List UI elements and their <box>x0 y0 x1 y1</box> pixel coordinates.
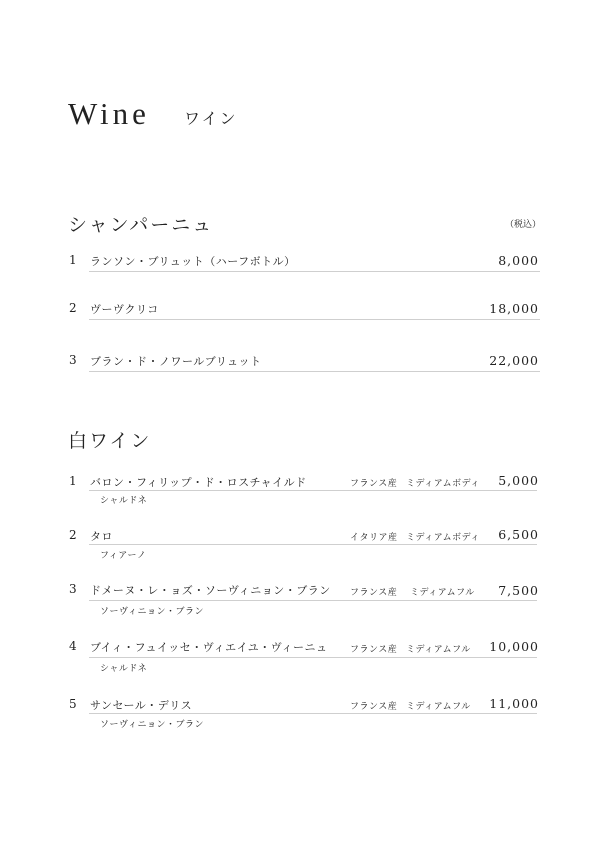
page-title-japanese: ワイン <box>184 109 238 128</box>
wine-body: ミディアムフル <box>410 588 475 598</box>
wine-price: 10,000 <box>489 639 539 654</box>
wine-price: 11,000 <box>489 696 539 711</box>
section-heading-white-wine: 白ワイン <box>68 430 152 452</box>
wine-price: 18,000 <box>489 301 539 316</box>
wine-origin: フランス産 <box>350 588 398 598</box>
grape-variety: シャルドネ <box>100 664 148 674</box>
row-divider <box>89 319 540 320</box>
wine-name: サンセール・デリス <box>90 699 193 712</box>
row-divider <box>89 371 540 372</box>
item-number: 4 <box>69 639 77 653</box>
item-number: 1 <box>69 474 77 488</box>
row-divider <box>89 271 540 272</box>
wine-body: ミディアムボディ <box>406 533 480 543</box>
wine-origin: フランス産 <box>350 645 398 655</box>
wine-origin: イタリア産 <box>350 533 398 543</box>
row-divider <box>89 490 537 491</box>
wine-body: ミディアムボディ <box>406 479 480 489</box>
wine-price: 8,000 <box>498 253 539 268</box>
item-number: 2 <box>69 301 77 315</box>
row-divider <box>89 657 537 658</box>
page-title: Wine <box>68 96 150 131</box>
item-number: 1 <box>69 253 77 267</box>
item-number: 3 <box>69 353 77 367</box>
grape-variety: ソーヴィニョン・ブラン <box>100 607 204 617</box>
row-divider <box>89 713 537 714</box>
wine-name: ヴーヴクリコ <box>90 303 159 316</box>
wine-name: ブラン・ド・ノワールブリュット <box>90 355 262 368</box>
grape-variety: フィアーノ <box>100 551 147 561</box>
item-number: 2 <box>69 528 77 542</box>
wine-name: バロン・フィリップ・ド・ロスチャイルド <box>90 476 307 489</box>
wine-name: ドメーヌ・レ・ョズ・ソーヴィニョン・ブラン <box>90 584 331 597</box>
wine-price: 6,500 <box>498 527 539 542</box>
grape-variety: ソーヴィニョン・ブラン <box>100 720 204 730</box>
wine-price: 5,000 <box>498 473 539 488</box>
grape-variety: シャルドネ <box>100 496 148 506</box>
wine-name: タロ <box>90 530 113 543</box>
tax-note: （税込） <box>505 220 542 230</box>
wine-name: ブイィ・フュイッセ・ヴィエイユ・ヴィーニュ <box>90 641 328 654</box>
wine-body: ミディアムフル <box>406 645 471 655</box>
wine-price: 22,000 <box>489 353 539 368</box>
item-number: 5 <box>69 697 77 711</box>
row-divider <box>89 600 537 601</box>
wine-body: ミディアムフル <box>406 702 471 712</box>
item-number: 3 <box>69 582 77 596</box>
wine-name: ランソン・ブリュット（ハーフボトル） <box>90 255 296 268</box>
wine-origin: フランス産 <box>350 702 398 712</box>
row-divider <box>89 544 537 545</box>
wine-origin: フランス産 <box>350 479 398 489</box>
section-heading-champagne: シャンパーニュ <box>68 214 214 236</box>
wine-price: 7,500 <box>498 583 539 598</box>
